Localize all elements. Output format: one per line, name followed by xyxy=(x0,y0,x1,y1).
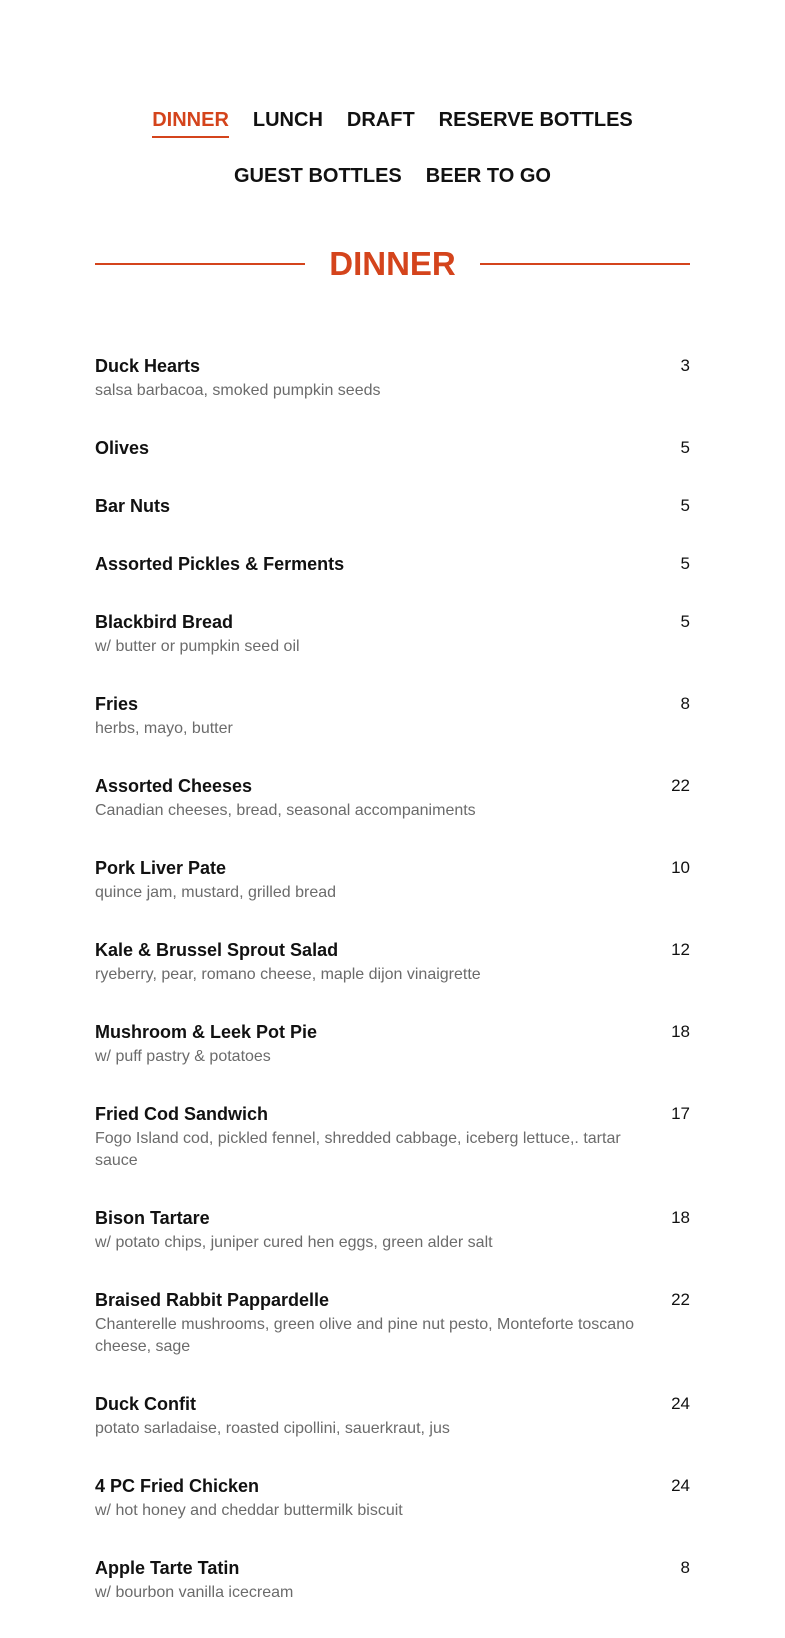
menu-item-price: 17 xyxy=(671,1104,690,1123)
menu-item xyxy=(95,1206,690,1254)
menu-item-text xyxy=(95,856,660,904)
menu-item-text xyxy=(95,1206,660,1254)
menu-item-description: w/ hot honey and cheddar buttermilk biscuit xyxy=(95,1502,403,1519)
menu-item xyxy=(95,436,690,460)
menu-item-text xyxy=(95,552,660,576)
menu-item-text xyxy=(95,610,660,658)
menu-item-text xyxy=(95,1392,660,1440)
menu-item-price: 5 xyxy=(680,612,690,631)
menu-item-text xyxy=(95,692,660,740)
menu-item-name: Duck Hearts xyxy=(95,356,201,376)
menu-item-name: 4 PC Fried Chicken xyxy=(95,1476,260,1496)
menu-item-description: herbs, mayo, butter xyxy=(95,720,233,737)
menu-item-price: 22 xyxy=(671,776,690,795)
menu-item-description: quince jam, mustard, grilled bread xyxy=(95,884,337,901)
menu-item-name: Assorted Cheeses xyxy=(95,776,253,796)
tab-reserve-bottles[interactable]: RESERVE BOTTLES xyxy=(438,109,633,131)
tabs-row-2 xyxy=(0,162,785,192)
menu-item xyxy=(95,1474,690,1522)
tabs-row-1 xyxy=(0,106,785,138)
menu-item xyxy=(95,1288,690,1358)
tab-dinner[interactable]: DINNER xyxy=(152,106,229,138)
menu-item-price: 5 xyxy=(680,554,690,573)
menu-item-text xyxy=(95,494,660,518)
menu-item-description: Fogo Island cod, pickled fennel, shredded cabbage, iceberg lettuce,. tartar sauce xyxy=(95,1130,621,1169)
section-heading xyxy=(95,240,690,288)
menu-item-price: 8 xyxy=(680,1558,690,1577)
menu-item-description: w/ puff pastry & potatoes xyxy=(95,1048,271,1065)
menu-item-name: Bison Tartare xyxy=(95,1208,210,1228)
menu-item-price: 5 xyxy=(680,496,690,515)
menu-item-name: Braised Rabbit Pappardelle xyxy=(95,1290,330,1310)
menu-item-price: 18 xyxy=(671,1208,690,1227)
menu-item xyxy=(95,856,690,904)
menu-item-name: Fries xyxy=(95,694,139,714)
menu-item xyxy=(95,494,690,518)
menu-item-description: w/ bourbon vanilla icecream xyxy=(95,1584,294,1601)
menu-item-name: Assorted Pickles & Ferments xyxy=(95,554,345,574)
menu-item-price: 5 xyxy=(680,438,690,457)
menu-item xyxy=(95,774,690,822)
menu-item xyxy=(95,610,690,658)
menu-item-text xyxy=(95,1474,660,1522)
menu-item-text xyxy=(95,1288,660,1358)
menu-item-name: Apple Tarte Tatin xyxy=(95,1558,240,1578)
menu-item-price: 12 xyxy=(671,940,690,959)
heading-rule-right xyxy=(480,263,690,265)
menu-item-name: Duck Confit xyxy=(95,1394,196,1414)
tab-lunch[interactable]: LUNCH xyxy=(252,109,323,131)
menu-item-text xyxy=(95,938,660,986)
menu-list xyxy=(95,354,690,1638)
menu-item xyxy=(95,1102,690,1172)
menu-item-price: 22 xyxy=(671,1290,690,1309)
menu-item-name: Pork Liver Pate xyxy=(95,858,227,878)
menu-item xyxy=(95,552,690,576)
menu-item-name: Blackbird Bread xyxy=(95,612,234,632)
heading-rule-left xyxy=(95,263,305,265)
menu-item xyxy=(95,1556,690,1604)
menu-item-description: w/ potato chips, juniper cured hen eggs, green alder salt xyxy=(95,1234,493,1251)
menu-item-text xyxy=(95,354,660,402)
menu-item xyxy=(95,1020,690,1068)
menu-item-description: potato sarladaise, roasted cipollini, sauerkraut, jus xyxy=(95,1420,450,1437)
menu-item-price: 18 xyxy=(671,1022,690,1041)
tab-guest-bottles[interactable]: GUEST BOTTLES xyxy=(233,165,402,187)
menu-item-price: 3 xyxy=(680,356,690,375)
menu-item-price: 24 xyxy=(671,1394,690,1413)
menu-item xyxy=(95,692,690,740)
menu-item-description: w/ butter or pumpkin seed oil xyxy=(95,638,300,655)
tab-beer-to-go[interactable]: BEER TO GO xyxy=(425,165,551,187)
menu-item-name: Olives xyxy=(95,438,150,458)
menu-item-description: Chanterelle mushrooms, green olive and pine nut pesto, Monteforte toscano cheese, sage xyxy=(95,1316,634,1355)
menu-item-description: salsa barbacoa, smoked pumpkin seeds xyxy=(95,382,381,399)
menu-item xyxy=(95,1392,690,1440)
menu-item-name: Bar Nuts xyxy=(95,496,171,516)
menu-item-text xyxy=(95,1102,660,1172)
menu-item xyxy=(95,938,690,986)
menu-item-description: ryeberry, pear, romano cheese, maple dijon vinaigrette xyxy=(95,966,481,983)
menu-item-name: Kale & Brussel Sprout Salad xyxy=(95,940,339,960)
menu-item xyxy=(95,354,690,402)
menu-item-description: Canadian cheeses, bread, seasonal accompaniments xyxy=(95,802,476,819)
menu-item-price: 10 xyxy=(671,858,690,877)
menu-item-name: Fried Cod Sandwich xyxy=(95,1104,269,1124)
menu-item-text xyxy=(95,774,660,822)
menu-item-name: Mushroom & Leek Pot Pie xyxy=(95,1022,318,1042)
menu-item-price: 8 xyxy=(680,694,690,713)
menu-item-text xyxy=(95,1556,660,1604)
menu-item-text xyxy=(95,436,660,460)
menu-item-price: 24 xyxy=(671,1476,690,1495)
tab-draft[interactable]: DRAFT xyxy=(346,109,415,131)
section-title: DINNER xyxy=(329,245,456,282)
menu-item-text xyxy=(95,1020,660,1068)
